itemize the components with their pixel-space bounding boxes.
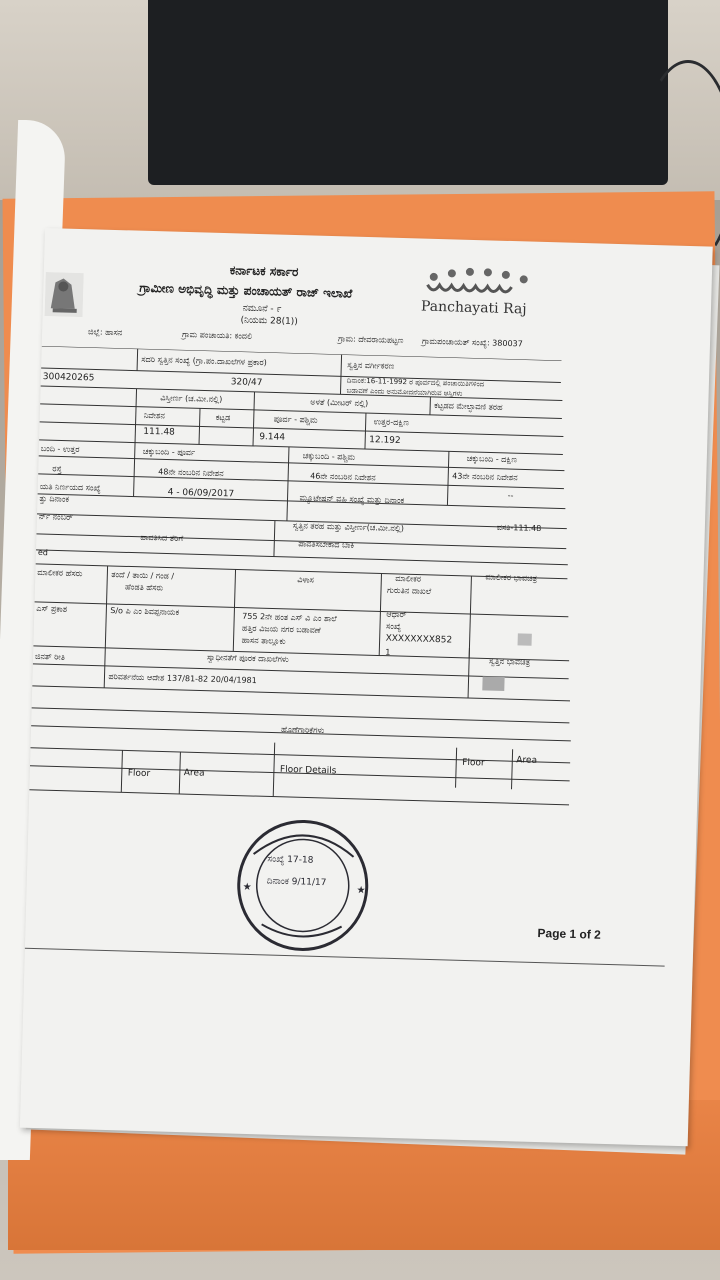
owner-photo-thumbnail	[518, 633, 532, 645]
label-classification: ಸ್ವತ್ತಿನ ವರ್ಗೀಕರಣ	[347, 360, 395, 371]
label-roof: ಕಟ್ಟಡದ ಮೇಲ್ಛಾವಣಿ ತರಹ	[434, 400, 503, 412]
dash: --	[507, 491, 514, 501]
state-govt: ಕರ್ನಾಟಕ ಸರ್ಕಾರ	[229, 263, 299, 280]
b-south: 43ನೇ ನಂಬರಿನ ನಿವೇಶನ	[452, 471, 518, 483]
label-order-date: ತ್ತು ದಿನಾಂಕ	[39, 493, 70, 504]
floor-label-2: Floor	[462, 757, 485, 769]
label-b-north: ಬಂದಿ - ಉತ್ತರ	[40, 443, 80, 455]
document-page	[20, 228, 713, 1146]
rule-no: (ನಿಯಮ 28(1))	[240, 315, 298, 328]
svg-text:★: ★	[242, 881, 252, 894]
govt-emblem-icon	[45, 272, 84, 317]
department: ಗ್ರಾಮೀಣ ಅಭಿವೃದ್ಧಿ ಮತ್ತು ಪಂಚಾಯತ್ ರಾಜ್ ಇಲಾಖೆ	[139, 280, 353, 301]
label-b-east: ಚಕ್ಕುಬಂದಿ - ಪೂರ್ವ	[142, 446, 196, 458]
address-2: ಹತ್ತಿರ ವಿಜಯ ನಗರ ಬಡಾವಣೆ	[241, 623, 321, 635]
seal-line-2: ದಿನಾಂಕ 9/11/17	[266, 876, 327, 889]
floor-details-label: Floor Details	[279, 764, 337, 777]
page-number: Page 1 of 2	[537, 926, 602, 942]
b-east: 48ನೇ ನಂಬರಿನ ನಿವೇಶನ	[158, 467, 224, 479]
b-north: ರಸ್ತೆ	[52, 464, 62, 474]
owner-name: ಎಸ್ ಪ್ರಕಾಶ	[36, 603, 68, 614]
id-1: ಆಧಾರ್	[386, 609, 407, 620]
label-acq: ಜಿನತ್ ರೀತಿ	[34, 651, 66, 662]
label-demand: ಮ್ಯೂಟೇಷನ್ ವಹಿ ಸಂಖ್ಯೆ ಮತ್ತು ದಿನಾಂಕ	[299, 493, 405, 506]
logo-text: Panchayati Raj	[420, 298, 527, 318]
label-docs: ಸ್ವಾಧೀನತೆಗೆ ಪೂರಕ ದಾಖಲೆಗಳು	[206, 652, 289, 664]
label-site: ನಿವೇಶನ	[143, 410, 165, 421]
label-id-doc-2: ಗುರುತಿನ ದಾಖಲೆ	[386, 585, 432, 596]
label-father-2: ಹೆಂಡತಿ ಹೆಸರು	[124, 582, 164, 593]
label-b-west: ಚಕ್ಕುಬಂದಿ - ಪಶ್ಚಿಮ	[302, 451, 356, 462]
district: ಜಿಲ್ಲೆ: ಹಾಸನ	[87, 327, 123, 338]
id-3: XXXXXXXX852	[385, 633, 453, 646]
id-4: 1	[385, 647, 391, 657]
label-east-west: ಪೂರ್ವ - ಪಶ್ಚಿಮ	[273, 414, 318, 425]
label-tax-due: ಪಾವತಿಸಬೇಕಾದ ಬಾಕಿ	[298, 539, 355, 550]
label-phone: ರ್ನ್ ನಂಬರ್	[38, 511, 74, 522]
area-label-2: Area	[516, 755, 538, 766]
label-type-area: ಸ್ವತ್ತಿನ ತರಹ ಮತ್ತು ವಿಸ್ತೀರ್ಣ(ಚ.ಮೀ.ನಲ್ಲಿ)	[292, 521, 405, 534]
id-left: 300420265	[42, 371, 95, 384]
gram-panchayat: ಗ್ರಾಮ ಪಂಚಾಯತಿ: ಕಂದಲಿ	[181, 329, 253, 341]
ed-fragment: ed	[37, 547, 49, 558]
label-dims: ಅಳತೆ (ಮೀಟರ್ ನಲ್ಲಿ)	[310, 397, 369, 409]
seal-line-1: ಸಂಖ್ಯೆ 17-18	[267, 854, 314, 866]
east-west: 9.144	[259, 432, 286, 443]
label-liabilities: ಹೊಣೆಗಾರಿಕೆಗಳು	[280, 724, 325, 735]
north-south: 12.192	[369, 435, 401, 447]
property-photo-thumbnail	[482, 676, 504, 691]
village: ಗ್ರಾಮ: ದೇವರಾಯಪಟ್ಟಣ	[337, 334, 404, 346]
type-area: ವಸತಿ-111.48	[496, 522, 542, 533]
id-2: ಸಂಖ್ಯೆ	[385, 621, 402, 632]
gp-number: ಗ್ರಾಮಪಂಚಾಯತ್ ಸಂಖ್ಯೆ: 380037	[421, 336, 523, 349]
label-id-doc: ಮಾಲೀಕರ	[395, 573, 422, 584]
b-west: 46ನೇ ನಂಬರಿನ ನಿವೇಶನ	[310, 471, 376, 483]
address-3: ಹಾಸನ ತಾಲ್ಲೂಕು	[241, 635, 286, 646]
label-area: ವಿಸ್ತೀರ್ಣ (ಚ.ಮೀ.ನಲ್ಲಿ)	[160, 393, 223, 405]
form-no: ನಮೂನೆ - ೯	[242, 303, 282, 315]
label-north-south: ಉತ್ತರ-ದಕ್ಷಿಣ	[373, 417, 410, 428]
label-order-no: ಯತಿ ನಿರ್ಣಯದ ಸಂಖ್ಯೆ	[39, 481, 101, 493]
classification-line-2: ಬಡಾವಣೆ ಎಂದು ಅನುಮೋದನೆಯಾಗಿರುವ ಆಸ್ತಿಗಳು	[346, 386, 463, 398]
label-father: ತಂದೆ / ತಾಯಿ / ಗಂಡ /	[111, 569, 175, 581]
site-area: 111.48	[143, 426, 175, 438]
label-owner: ಮಾಲೀಕರ ಹೆಸರು	[37, 567, 83, 579]
property-no: 320/47	[230, 377, 263, 389]
order-no: 4 - 06/09/2017	[167, 487, 235, 500]
label-tax-paid: ಪಾವತಿಸಿದ ತೆರಿಗೆ	[140, 532, 184, 543]
classification-line-1: ದಿನಾಂಕ:16-11-1992 ರ ಪೂರ್ವದಲ್ಲಿ ಪಂಚಾಯಿತಿಗಳಿಂದ	[346, 376, 485, 389]
father-name: S/o ಪಿ ಎಂ ಶಿವಪ್ಪನಾಯಕ	[110, 605, 180, 617]
label-b-south: ಚಕ್ಕುಬಂದಿ - ದಕ್ಷಿಣ	[466, 453, 518, 465]
label-property-no: ಸದರಿ ಸ್ವತ್ತಿನ ಸಂಖ್ಯೆ (ಗ್ರಾ.ಪಂ.ದಾಖಲೆಗಳ ಪ್ರಕಾರ)	[141, 354, 267, 368]
label-photo: ಮಾಲೀಕರ ಭಾವಚಿತ್ರ	[485, 572, 538, 583]
label-address: ವಿಳಾಸ	[297, 575, 314, 585]
conversion: ಪರಿವರ್ತನೆಯ ಆದೇಶ 137/81-82 20/04/1981	[108, 671, 257, 686]
svg-text:★: ★	[356, 884, 366, 897]
address-1: 755 2ನೇ ಹಂತ ಎಸ್ ವಿ ಎಂ ಶಾಲೆ	[242, 611, 337, 624]
laptop	[148, 0, 668, 185]
floor-label: Floor	[127, 768, 151, 780]
area-label: Area	[183, 768, 205, 779]
label-building: ಕಟ್ಟಡ	[215, 412, 231, 423]
label-property-photo: ಸ್ವತ್ತಿನ ಭಾವಚಿತ್ರ	[488, 656, 531, 667]
